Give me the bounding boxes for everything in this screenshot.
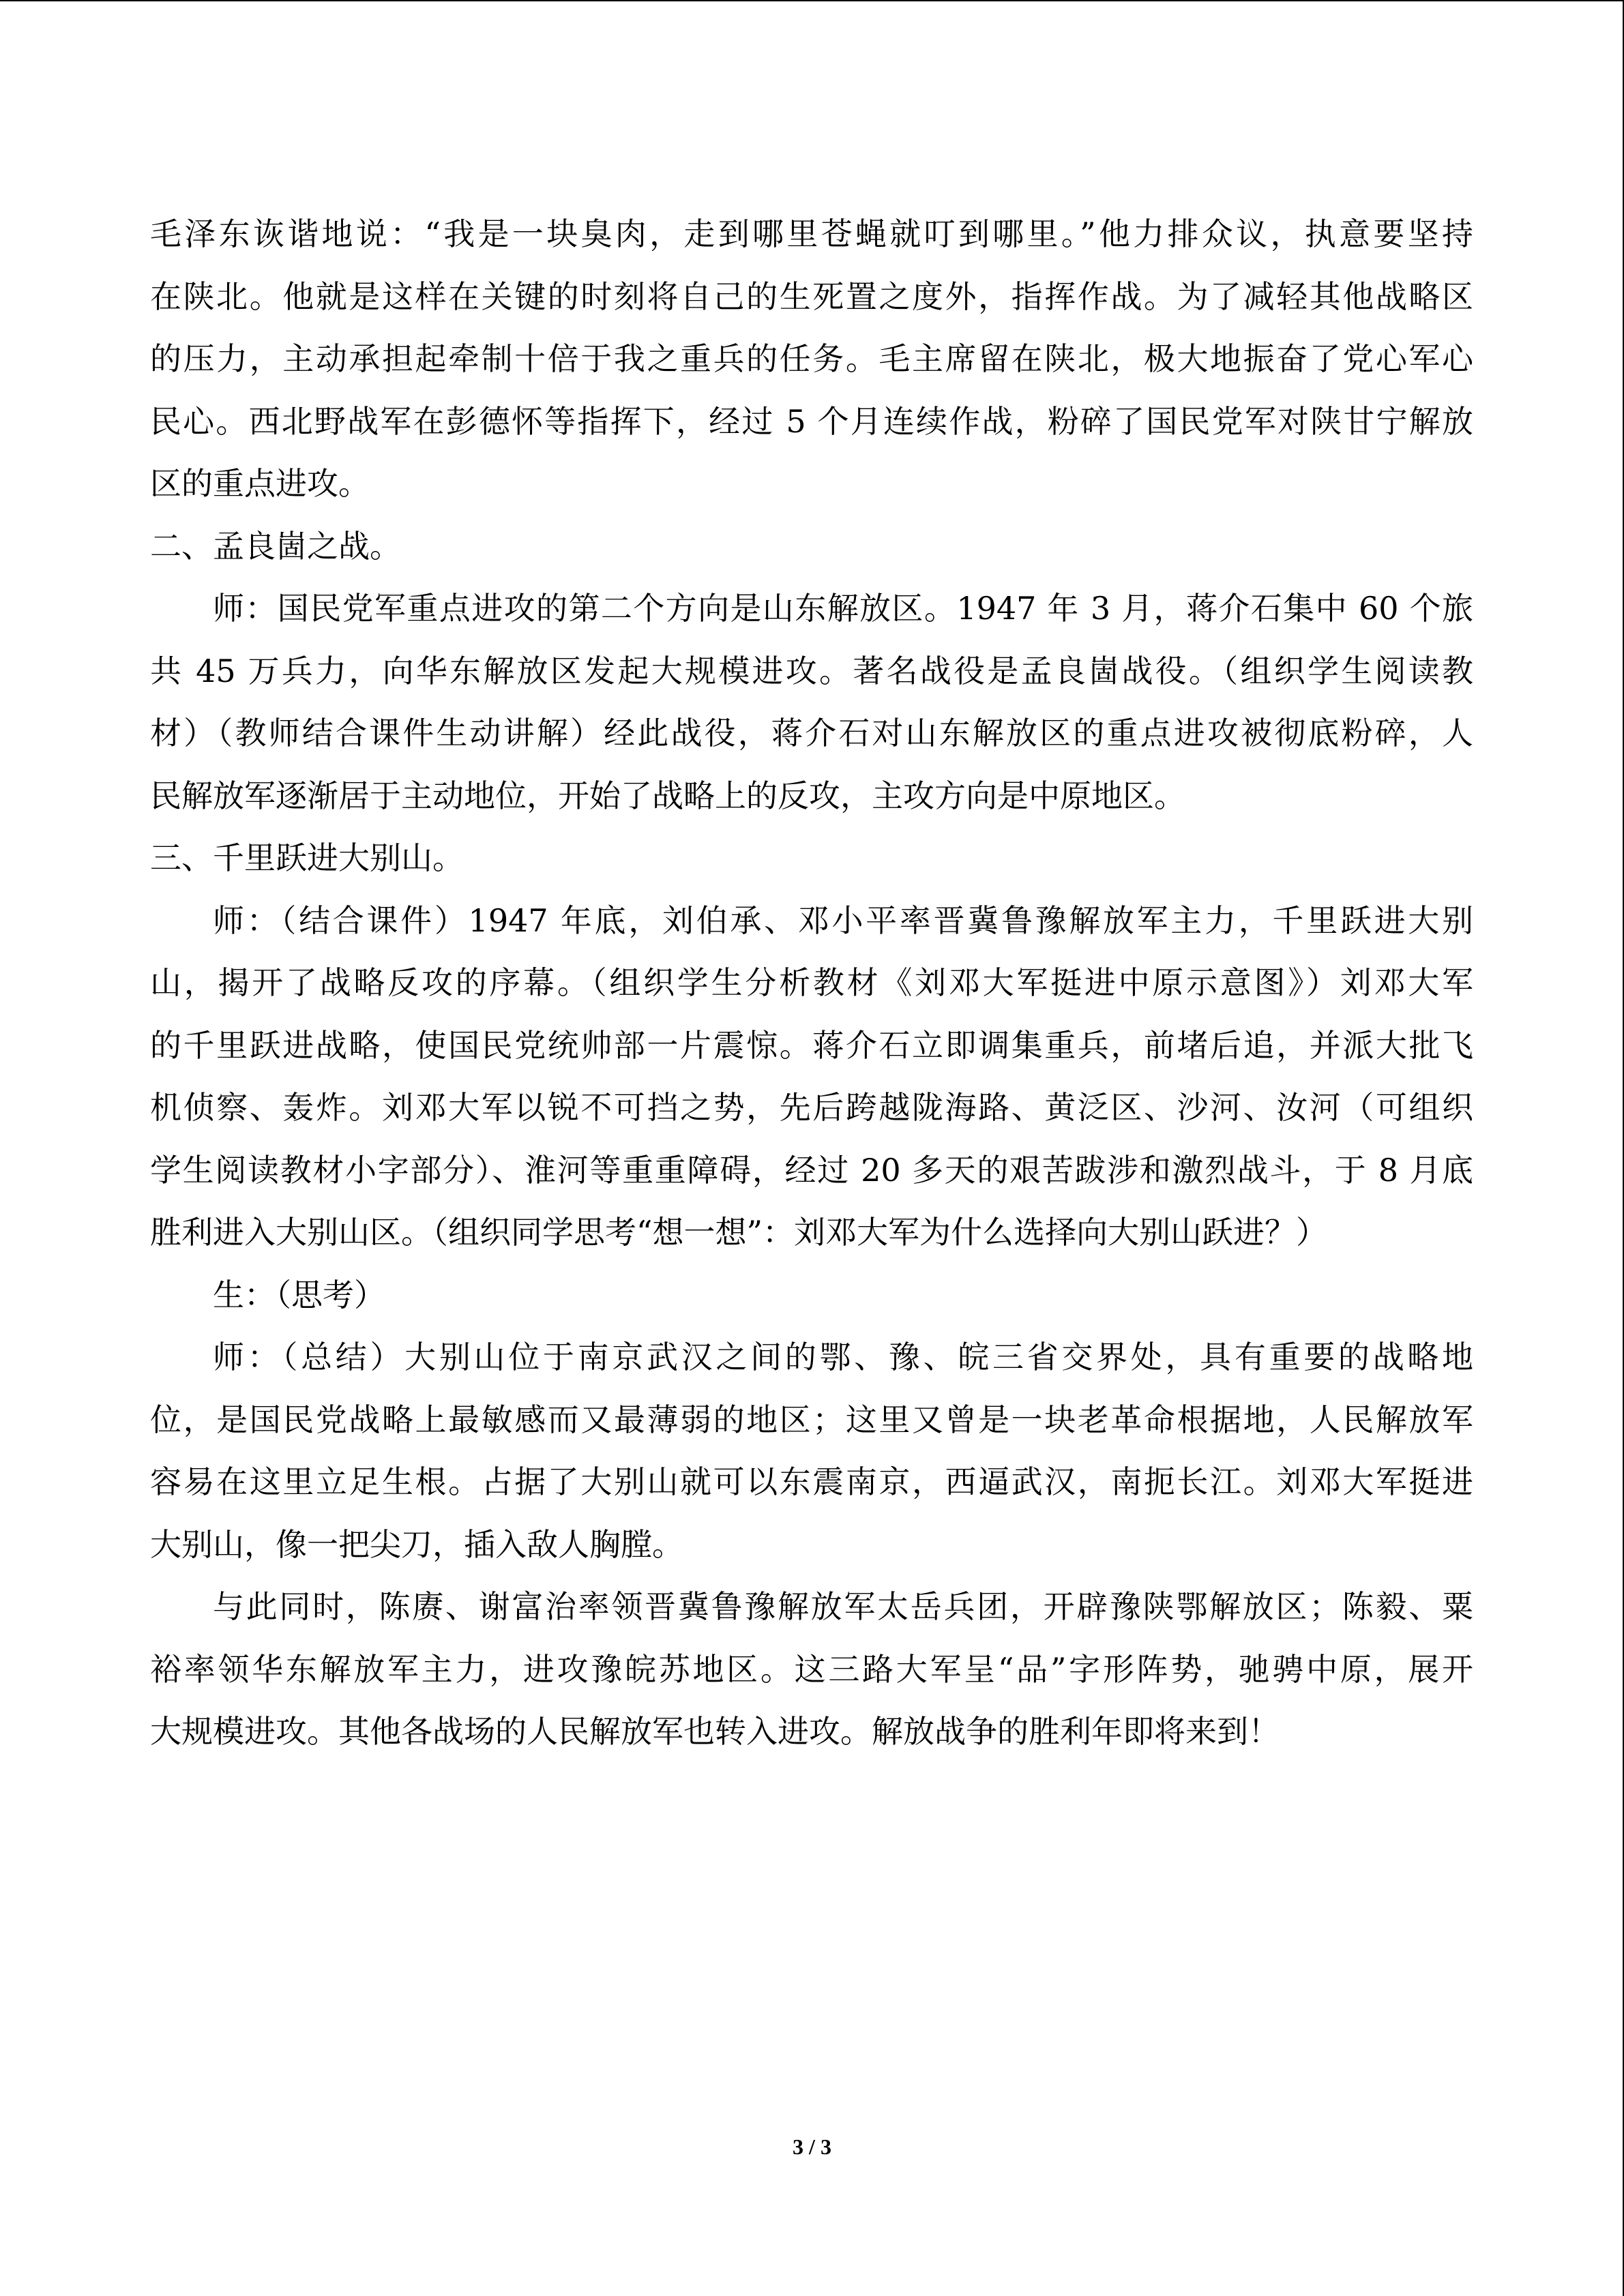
page-number: 3 / 3 [793,2134,831,2159]
text-line: 位，是国民党战略上最敏感而又最薄弱的地区；这里又曾是一块老革命根据地，人民解放军 [150,1401,1473,1438]
text-line: 共 45 万兵力，向华东解放区发起大规模进攻。著名战役是孟良崮战役。（组织学生阅读教 [150,652,1473,689]
text-line: 生：（思考） [213,1276,385,1313]
text-line: 的压力，主动承担起牵制十倍于我之重兵的任务。毛主席留在陕北，极大地振奋了党心军心 [150,340,1473,377]
section-heading: 二、孟良崮之战。 [150,527,401,565]
text-line: 材）（教师结合课件生动讲解）经此战役，蒋介石对山东解放区的重点进攻被彻底粉碎，人 [150,715,1473,751]
text-line: 师：国民党军重点进攻的第二个方向是山东解放区。1947 年 3 月，蒋介石集中 60 个旅 [213,590,1473,627]
text-line: 容易在这里立足生根。占据了大别山就可以东震南京，西逼武汉，南扼长江。刘邓大军挺进 [150,1463,1473,1500]
text-line: 的千里跃进战略，使国民党统帅部一片震惊。蒋介石立即调集重兵，前堵后追，并派大批飞 [150,1026,1473,1064]
text-line: 师：（总结）大别山位于南京武汉之间的鄂、豫、皖三省交界处，具有重要的战略地 [213,1339,1473,1375]
text-line: 学生阅读教材小字部分）、淮河等重重障碍，经过 20 多天的艰苦跋涉和激烈战斗，于 8 月底 [150,1151,1473,1189]
text-line: 大别山，像一把尖刀，插入敌人胸膛。 [150,1525,683,1563]
text-line: 胜利进入大别山区。（组织同学思考“想一想”：刘邓大军为什么选择向大别山跃进？） [150,1214,1328,1251]
text-line: 在陕北。他就是这样在关键的时刻将自己的生死置之度外，指挥作战。为了减轻其他战略区 [150,278,1473,315]
text-line: 机侦察、轰炸。刘邓大军以锐不可挡之势，先后跨越陇海路、黄泛区、沙河、汝河（可组织 [150,1089,1473,1126]
text-line: 区的重点进攻。 [150,465,370,502]
text-line: 裕率领华东解放军主力，进攻豫皖苏地区。这三路大军呈“品”字形阵势，驰骋中原，展开 [150,1650,1473,1688]
text-line: 大规模进攻。其他各战场的人民解放军也转入进攻。解放战争的胜利年即将来到！ [150,1713,1280,1750]
text-line: 民心。西北野战军在彭德怀等指挥下，经过 5 个月连续作战，粉碎了国民党军对陕甘宁解放 [150,402,1473,440]
text-line: 山，揭开了战略反攻的序幕。（组织学生分析教材《刘邓大军挺进中原示意图》）刘邓大军 [150,964,1473,1001]
document-body [150,203,1473,1763]
text-line: 民解放军逐渐居于主动地位，开始了战略上的反攻，主攻方向是中原地区。 [150,777,1185,814]
text-line: 师：（结合课件）1947 年底，刘伯承、邓小平率晋冀鲁豫解放军主力，千里跃进大别 [213,901,1473,939]
text-line: 与此同时，陈赓、谢富治率领晋冀鲁豫解放军太岳兵团，开辟豫陕鄂解放区；陈毅、粟 [213,1588,1473,1625]
text-line: 毛泽东诙谐地说：“我是一块臭肉，走到哪里苍蝇就叮到哪里。”他力排众议，执意要坚持 [150,215,1473,252]
section-heading: 三、千里跃进大别山。 [150,839,464,876]
